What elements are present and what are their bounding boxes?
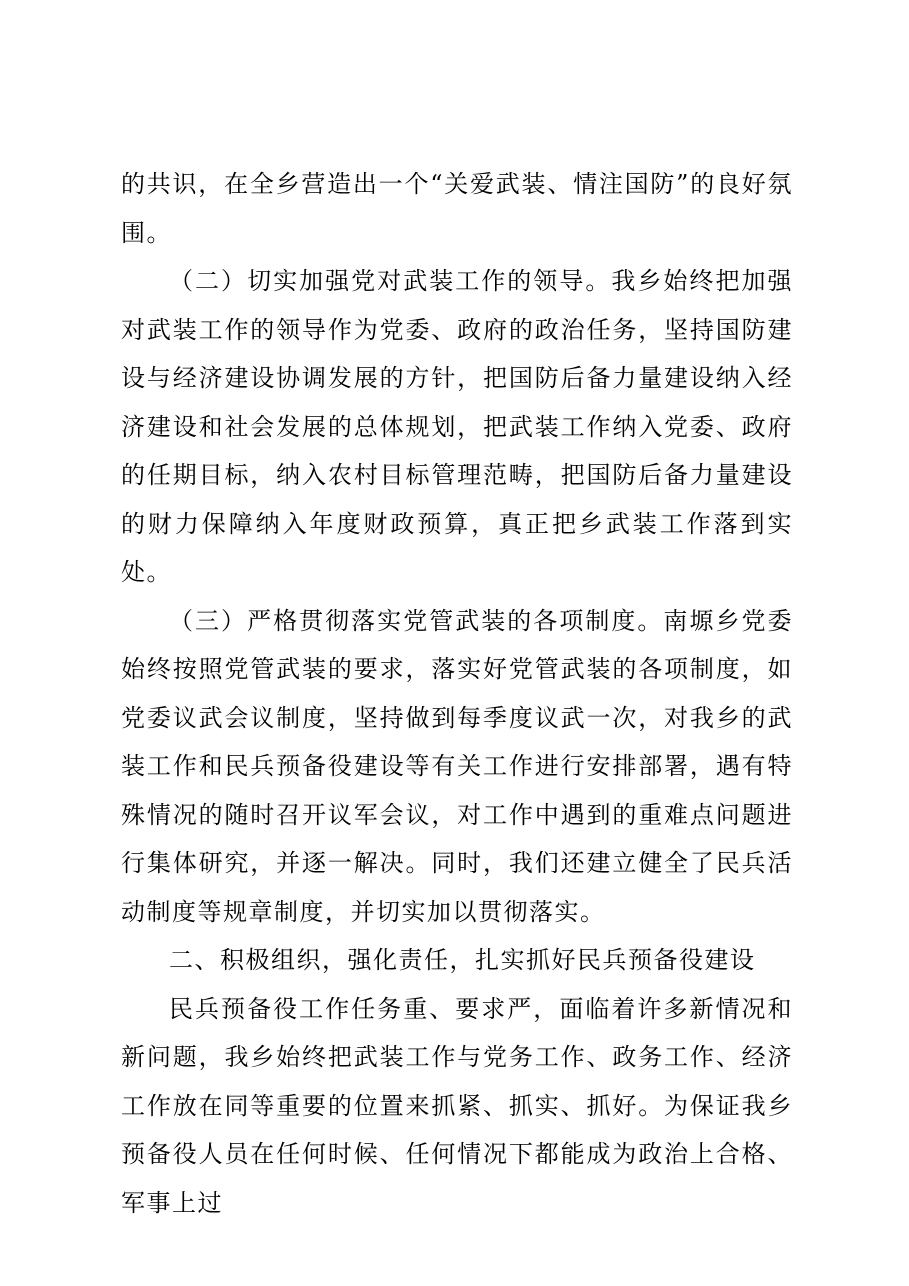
paragraph-section-3: （三）严格贯彻落实党管武装的各项制度。南塬乡党委始终按照党管武装的要求，落实好党管武装的各项制度，如党委议武会议制度，坚持做到每季度议武一次，对我乡的武装工作和民兵预备役建设等有关工作进行安排部署，遇有特殊情况的随时召开议军会议，对工作中遇到的重难点问题进行集体研究，并逐一解决。同时，我们还建立健全了民兵活动制度等规章制度，并切实加以贯彻落实。 (121, 606, 793, 926)
paragraph-militia: 民兵预备役工作任务重、要求严，面临着许多新情况和新问题，我乡始终把武装工作与党务工作、政务工作、经济工作放在同等重要的位置来抓紧、抓实、抓好。为保证我乡预备役人员在任何时候、任何情况下都能成为政治上合格、军事上过 (121, 994, 793, 1217)
paragraph-continuation: 的共识，在全乡营造出一个“关爱武装、情注国防”的良好氛围。 (121, 170, 793, 247)
section-heading: 二、积极组织，强化责任，扎实抓好民兵预备役建设 (169, 946, 756, 974)
paragraph-section-2: （二）切实加强党对武装工作的领导。我乡始终把加强对武装工作的领导作为党委、政府的政治任务，坚持国防建设与经济建设协调发展的方针，把国防后备力量建设纳入经济建设和社会发展的总体规划，把武装工作纳入党委、政府的任期目标，纳入农村目标管理范畴，把国防后备力量建设的财力保障纳入年度财政预算，真正把乡武装工作落到实处。 (121, 267, 793, 586)
document-body (121, 160, 793, 1227)
